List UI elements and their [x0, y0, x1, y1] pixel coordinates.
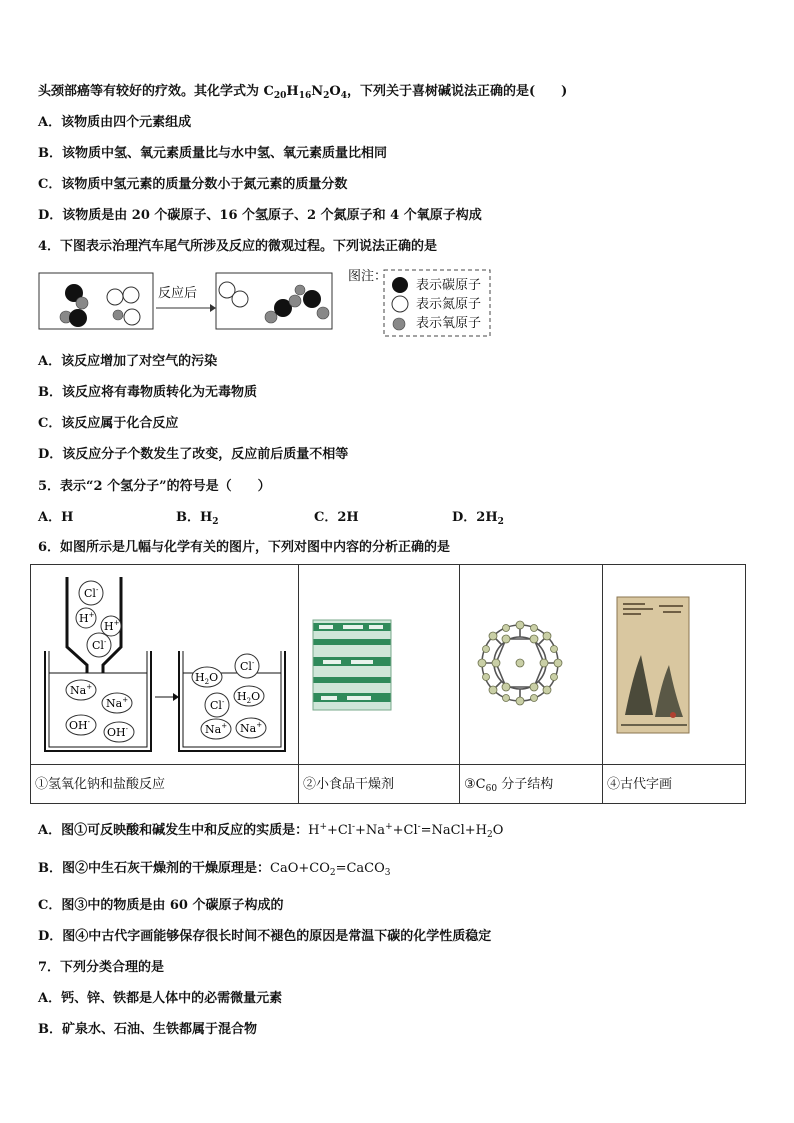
- ion-cl-3: [235, 654, 259, 678]
- oxygen-atom: [317, 307, 329, 319]
- nitrogen-atom: [107, 289, 123, 305]
- figure-3-cell: [460, 565, 603, 764]
- q6-option-b-text: B．图②中生石灰干燥剂的干燥原理是：: [38, 861, 270, 876]
- q6-option-c: C．图③中的物质是由 60 个碳原子构成的: [38, 898, 284, 913]
- oxygen-atom: [265, 311, 277, 323]
- caption-1: ①氢氧化钠和盐酸反应: [31, 765, 299, 804]
- svg-text:Na+: Na+: [240, 721, 263, 735]
- q5-stem: 5．表示“2 个氢分子”的符号是（ ）: [38, 479, 271, 494]
- q3-option-c: C．该物质中氢元素的质量分数小于氮元素的质量分数: [38, 177, 348, 192]
- molecule-h2o-2: [234, 686, 264, 706]
- molecule-h2o-1: [192, 667, 222, 687]
- q5-options: [38, 510, 538, 526]
- neutralization-diagram: [31, 565, 297, 763]
- nitrogen-atom: [232, 291, 248, 307]
- desiccant-packet-image: [299, 565, 458, 763]
- svg-text:H2O: $H_2O$: [195, 671, 219, 686]
- svg-text:OH-: OH-: [69, 718, 90, 732]
- q3-option-a: A．该物质由四个元素组成: [38, 115, 192, 130]
- ion-h-1: [76, 608, 96, 628]
- q7-option-b: B．矿泉水、石油、生铁都属于混合物: [38, 1022, 257, 1037]
- q5-option-d: D．$2H_2$: [452, 510, 504, 527]
- figure-4-cell: [603, 565, 745, 764]
- q3-stem-text-2: ，下列关于喜树碱说法正确的是( ): [347, 84, 568, 99]
- ion-cl-1: [79, 581, 103, 605]
- caption-4: ④古代字画: [607, 777, 673, 792]
- oxygen-atom: [295, 285, 305, 295]
- ion-na-2: [102, 693, 132, 713]
- oxygen-atom: [289, 295, 301, 307]
- q3-stem-text: 头颈部癌等有较好的疗效。其化学式为: [38, 84, 264, 99]
- q3-stem: [38, 84, 567, 104]
- arrow-label: 反应后: [158, 286, 198, 301]
- q4-option-d: D．该反应分子个数发生了改变，反应前后质量不相等: [38, 447, 349, 462]
- q4-option-c: C．该反应属于化合反应: [38, 416, 179, 431]
- legend-nitrogen: 表示氮原子: [416, 297, 482, 312]
- c60-structure-image: [460, 565, 601, 763]
- svg-text:Cl-: Cl-: [84, 586, 99, 600]
- q5-option-c: C．2H: [314, 510, 359, 525]
- ion-cl-2: [87, 633, 111, 657]
- svg-text:Cl-: Cl-: [92, 638, 107, 652]
- q6-option-b-equation: $CaO+CO_2=CaCO_3$: [270, 861, 391, 878]
- svg-text:Na+: Na+: [70, 683, 93, 697]
- ion-na-1: [66, 680, 96, 700]
- oxygen-atom: [76, 297, 88, 309]
- ion-oh-1: [66, 715, 96, 735]
- carbon-atom: [303, 290, 321, 308]
- carbon-legend-icon: [392, 277, 408, 293]
- nitrogen-legend-icon: [392, 296, 408, 312]
- oxygen-legend-icon: [393, 318, 405, 330]
- svg-text:H2O: $H_2O$: [237, 690, 261, 705]
- ion-na-4: [236, 718, 266, 738]
- q6-option-a-equation: $H^++Cl^-+Na^++Cl^-=NaCl+H_2O$: [308, 822, 504, 840]
- q6-option-a-text: A．图①可反映酸和碱发生中和反应的实质是：: [38, 823, 309, 838]
- q6-option-a: [38, 819, 503, 843]
- svg-text:Cl-: Cl-: [210, 698, 225, 712]
- caption-3: $③C_{60}$ 分子结构: [460, 765, 603, 804]
- q6-figure-table: [30, 564, 746, 804]
- svg-text:OH-: OH-: [107, 725, 128, 739]
- q7-option-a: A．钙、锌、铁都是人体中的必需微量元素: [38, 991, 283, 1006]
- legend-carbon: 表示碳原子: [416, 278, 482, 293]
- q3-formula: $C_{20}H_{16}N_2O_4$: [263, 84, 347, 101]
- q5-option-b: B．$H_2$: [176, 510, 219, 527]
- caption-2: ②小食品干燥剂: [299, 765, 460, 804]
- oxygen-atom: [113, 310, 123, 320]
- ion-oh-2: [104, 722, 134, 742]
- reaction-diagram: [38, 268, 498, 344]
- q6-stem: 6．如图所示是几幅与化学有关的图片，下列对图中内容的分析正确的是: [38, 540, 451, 555]
- q6-option-b: [38, 861, 391, 881]
- q3-option-d: D．该物质是由 20 个碳原子、16 个氢原子、2 个氮原子和 4 个氧原子构成: [38, 208, 482, 223]
- q4-option-a: A．该反应增加了对空气的污染: [38, 354, 218, 369]
- svg-text:Cl-: Cl-: [240, 659, 255, 673]
- q6-option-d: D．图④中古代字画能够保存很长时间不褪色的原因是常温下碳的化学性质稳定: [38, 929, 492, 944]
- svg-text:H+: H+: [104, 619, 120, 633]
- q7-stem: 7．下列分类合理的是: [38, 960, 165, 975]
- ion-h-2: [101, 616, 121, 636]
- svg-text:H+: H+: [79, 611, 95, 625]
- ion-cl-4: [205, 693, 229, 717]
- figure-caption-row: [31, 764, 745, 804]
- svg-text:Na+: Na+: [106, 696, 129, 710]
- q5-option-a: A．H: [38, 510, 74, 525]
- ion-na-3: [201, 719, 231, 739]
- q4-option-b: B．该反应将有毒物质转化为无毒物质: [38, 385, 257, 400]
- legend-title: 图注：: [348, 269, 388, 284]
- q3-option-b: B．该物质中氢、氧元素质量比与水中氢、氧元素质量比相同: [38, 146, 387, 161]
- q4-stem: 4．下图表示治理汽车尾气所涉及反应的微观过程。下列说法正确的是: [38, 239, 438, 254]
- figure-2-cell: [299, 565, 460, 764]
- figure-1-cell: [31, 565, 299, 764]
- legend-oxygen: 表示氧原子: [416, 316, 482, 331]
- nitrogen-atom: [123, 287, 139, 303]
- ancient-painting-image: [603, 565, 745, 763]
- nitrogen-atom: [124, 309, 140, 325]
- svg-text:Na+: Na+: [205, 722, 228, 736]
- carbon-atom: [69, 309, 87, 327]
